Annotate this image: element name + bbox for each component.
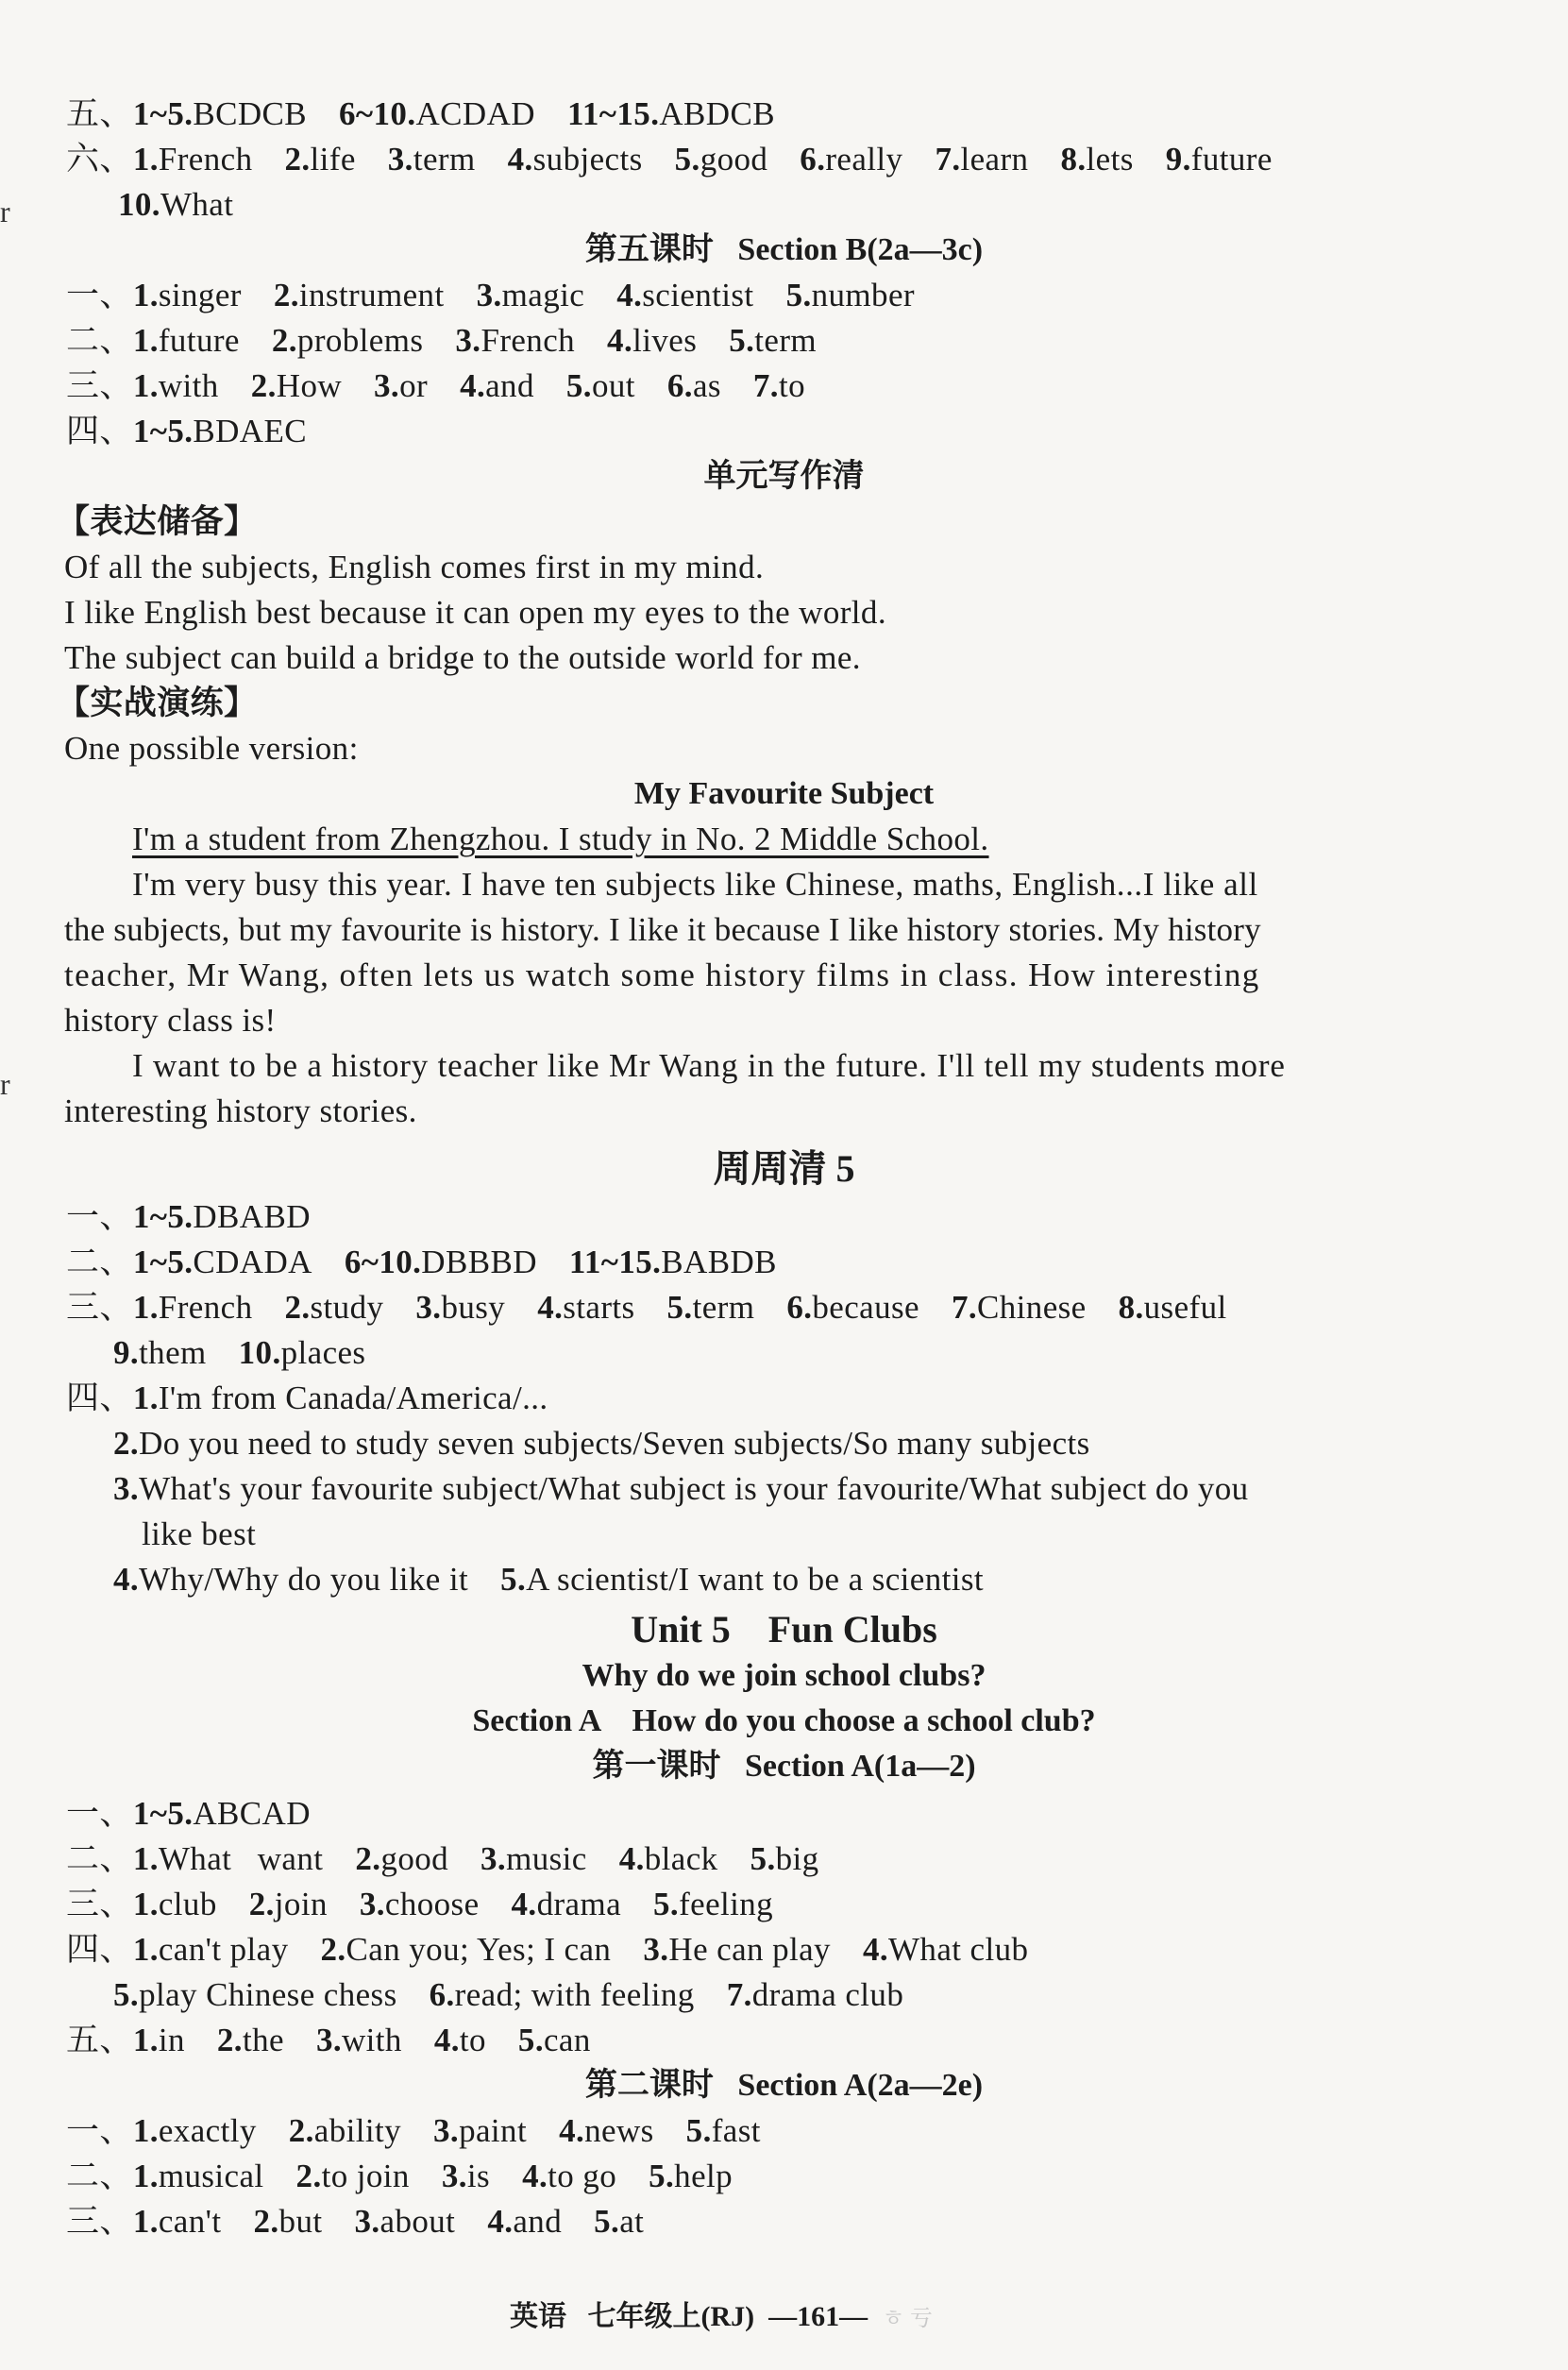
answer-text: is <box>466 2158 491 2194</box>
answer-text: because <box>812 1289 919 1326</box>
answer-line <box>113 1467 1249 1511</box>
answer-number: 11~15. <box>566 95 660 132</box>
answer-number: 3. <box>113 1470 140 1507</box>
answer-text: French <box>481 322 576 359</box>
answer-text: and <box>485 367 534 404</box>
answer-text: exactly <box>158 2112 257 2149</box>
answer-text: Can you; Yes; I can <box>346 1931 612 1968</box>
answer-number: 5. <box>729 322 755 359</box>
answer-text: play Chinese chess <box>139 1976 397 2013</box>
answer-number: 9. <box>113 1334 140 1371</box>
answer-number: 1~5. <box>132 413 194 449</box>
answer-text: future <box>1190 141 1273 178</box>
answer-number: 3. <box>354 2203 380 2240</box>
answer-text: can <box>543 2022 591 2058</box>
weekly-heading: 周周清 5 <box>713 1147 855 1190</box>
essay-line: history class is! <box>64 1002 277 1039</box>
section-title: Section A How do you choose a school club? <box>472 1703 1096 1738</box>
margin-mark: r <box>0 195 10 229</box>
answer-text: paint <box>459 2112 528 2149</box>
answer-text: drama club <box>751 1976 904 2013</box>
answer-text: term <box>413 141 476 178</box>
answer-text: CDADA <box>193 1244 312 1280</box>
express-sentence: The subject can build a bridge to the outside world for me. <box>64 639 861 676</box>
answer-number: 5. <box>594 2203 620 2240</box>
answer-text: French <box>158 141 253 178</box>
answer-number: 4. <box>862 1931 888 1968</box>
answer-text: club <box>158 1886 217 1922</box>
question-section-label: 一、 <box>66 2112 133 2149</box>
answer-number: 1. <box>132 1886 159 1922</box>
answer-text: DBABD <box>193 1198 311 1235</box>
answer-number: 4. <box>511 1886 537 1922</box>
answer-line <box>113 1558 984 1601</box>
answer-text: ABCAD <box>193 1795 311 1832</box>
version-label: One possible version: <box>64 730 359 767</box>
answer-text: learn <box>960 141 1029 178</box>
answer-number: 8. <box>1060 141 1087 178</box>
answer-line <box>66 1792 311 1836</box>
answer-number: 5. <box>517 2022 544 2058</box>
question-section-label: 三、 <box>66 1886 133 1922</box>
answer-number: 1. <box>132 1931 159 1968</box>
answer-number: 4. <box>522 2158 548 2194</box>
answer-number: 7. <box>951 1289 978 1326</box>
page-number: —161— <box>768 2301 868 2332</box>
answer-text: term <box>692 1289 755 1326</box>
answer-number: 1. <box>132 1840 159 1877</box>
answer-number: 4. <box>559 2112 585 2149</box>
answer-text: really <box>825 141 903 178</box>
answer-text: French <box>158 1289 253 1326</box>
answer-line <box>66 2155 733 2198</box>
essay-line: teacher, Mr Wang, often lets us watch some history films in class. How interesting <box>64 956 1260 993</box>
answer-number: 5. <box>666 1289 693 1326</box>
answer-text: BABDB <box>661 1244 777 1280</box>
answer-number: 9. <box>1165 141 1191 178</box>
answer-text: them <box>139 1334 207 1371</box>
answer-text: DBBBD <box>421 1244 537 1280</box>
footer-subject: 英语 <box>510 2301 566 2332</box>
answer-number: 1. <box>132 2158 159 2194</box>
answer-text: about <box>379 2203 456 2240</box>
answer-text: useful <box>1143 1289 1227 1326</box>
answer-number: 1. <box>132 1380 159 1416</box>
question-section-label: 四、 <box>66 1931 133 1968</box>
answer-line <box>66 2019 591 2062</box>
answer-text: What's your favourite subject/What subject is your favourite/What subject do you <box>139 1470 1249 1507</box>
answer-text: out <box>591 367 635 404</box>
answer-text: What <box>160 186 234 223</box>
answer-text: A scientist/I want to be a scientist <box>526 1561 985 1598</box>
answer-text: BDAEC <box>193 413 307 449</box>
question-section-label: 一、 <box>66 277 133 313</box>
answer-text: musical <box>158 2158 264 2194</box>
answer-text: Why/Why do you like it <box>139 1561 469 1598</box>
answer-text: drama <box>536 1886 622 1922</box>
answer-line <box>66 138 1273 181</box>
answer-number: 1. <box>132 367 159 404</box>
question-section-label: 六、 <box>66 141 133 178</box>
answer-number: 7. <box>726 1976 752 2013</box>
answer-text: I'm from Canada/America/... <box>158 1380 548 1416</box>
answer-line <box>66 2109 761 2153</box>
answer-text: feeling <box>679 1886 774 1922</box>
answer-text: news <box>584 2112 654 2149</box>
answer-number: 4. <box>618 1840 645 1877</box>
essay-line: interesting history stories. <box>64 1092 417 1129</box>
answer-number: 3. <box>455 322 481 359</box>
answer-number: 1. <box>132 2203 159 2240</box>
answer-text: as <box>692 367 721 404</box>
answer-number: 1. <box>132 1289 159 1326</box>
answer-number: 2. <box>113 1425 140 1462</box>
answer-line <box>66 410 307 453</box>
answer-text: singer <box>158 277 242 313</box>
answer-text: good <box>700 141 768 178</box>
answer-text: choose <box>384 1886 480 1922</box>
essay-title: My Favourite Subject <box>633 776 935 811</box>
answer-number: 7. <box>935 141 961 178</box>
answer-number: 3. <box>315 2022 342 2058</box>
answer-text: or <box>399 367 429 404</box>
answer-text: study <box>310 1289 384 1326</box>
answer-number: 2. <box>284 141 311 178</box>
answer-line: like best <box>142 1515 257 1552</box>
answer-number: 5. <box>685 2112 712 2149</box>
unit-title: Unit 5 Fun Clubs <box>631 1608 937 1651</box>
express-sentence: Of all the subjects, English comes first in my mind. <box>64 549 765 585</box>
lesson-heading: 第一课时 Section A(1a—2) <box>592 1749 976 1784</box>
answer-text: Do you need to study seven subjects/Seven subjects/So many subjects <box>139 1425 1090 1462</box>
answer-number: 6. <box>429 1976 455 2013</box>
answer-line <box>66 1377 548 1420</box>
answer-number: 3. <box>481 1840 507 1877</box>
answer-text: the <box>242 2022 284 2058</box>
practice-label: 【实战演练】 <box>57 685 258 721</box>
answer-text: but <box>278 2203 323 2240</box>
answer-number: 2. <box>295 2158 322 2194</box>
answer-line <box>118 183 233 227</box>
answer-text: BCDCB <box>193 95 308 132</box>
answer-text: ABDCB <box>659 95 775 132</box>
question-section-label: 二、 <box>66 1244 133 1280</box>
answer-text: How <box>276 367 343 404</box>
answer-text: help <box>674 2158 733 2194</box>
answer-number: 4. <box>433 2022 460 2058</box>
answer-number: 3. <box>387 141 413 178</box>
answer-text: lives <box>632 322 698 359</box>
answer-number: 4. <box>537 1289 564 1326</box>
answer-text: What club <box>888 1931 1029 1968</box>
answer-number: 1~5. <box>132 1244 194 1280</box>
writing-heading: 单元写作清 <box>703 459 865 494</box>
answer-number: 10. <box>238 1334 281 1371</box>
answer-line <box>66 93 775 136</box>
answer-text: to <box>459 2022 486 2058</box>
answer-number: 3. <box>415 1289 442 1326</box>
answer-line <box>66 1883 773 1926</box>
answer-line <box>66 1241 777 1284</box>
answer-text: big <box>775 1840 819 1877</box>
answer-number: 3. <box>374 367 400 404</box>
question-section-label: 三、 <box>66 1289 133 1326</box>
answer-line <box>66 364 805 408</box>
answer-number: 4. <box>460 367 486 404</box>
answer-number: 2. <box>250 367 277 404</box>
answer-number: 1~5. <box>132 1795 194 1832</box>
answer-text: He can play <box>668 1931 831 1968</box>
answer-line <box>66 2200 644 2243</box>
unit-question: Why do we join school clubs? <box>582 1658 986 1693</box>
answer-text: can't play <box>158 1931 289 1968</box>
answer-number: 6. <box>786 1289 813 1326</box>
answer-number: 2. <box>273 277 299 313</box>
answer-number: 2. <box>355 1840 381 1877</box>
answer-text: number <box>811 277 915 313</box>
answer-line <box>66 1195 311 1239</box>
express-sentence: I like English best because it can open my eyes to the world. <box>64 594 886 631</box>
answer-number: 3. <box>433 2112 460 2149</box>
answer-number: 4. <box>487 2203 514 2240</box>
lesson-heading: 第五课时 Section B(2a—3c) <box>584 232 984 267</box>
answer-line <box>66 319 817 363</box>
answer-number: 5. <box>113 1976 140 2013</box>
answer-number: 7. <box>752 367 779 404</box>
answer-text: and <box>513 2203 563 2240</box>
question-section-label: 二、 <box>66 2158 133 2194</box>
question-section-label: 三、 <box>66 2203 133 2240</box>
answer-line <box>113 1422 1090 1465</box>
answer-number: 5. <box>653 1886 680 1922</box>
answer-number: 5. <box>750 1840 776 1877</box>
answer-line <box>113 1973 903 2017</box>
answer-number: 5. <box>565 367 592 404</box>
question-section-label: 三、 <box>66 367 133 404</box>
answer-text: join <box>274 1886 328 1922</box>
answer-text: Chinese <box>977 1289 1087 1326</box>
answer-text: to <box>778 367 805 404</box>
answer-text: life <box>310 141 356 178</box>
answer-text: can't <box>158 2203 222 2240</box>
answer-number: 3. <box>359 1886 385 1922</box>
answer-text: places <box>280 1334 366 1371</box>
answer-number: 1~5. <box>132 1198 194 1235</box>
page-footer <box>510 2293 933 2334</box>
answer-text: magic <box>501 277 585 313</box>
answer-number: 6~10. <box>339 95 416 132</box>
answer-line <box>66 274 915 317</box>
answer-number: 2. <box>271 322 297 359</box>
answer-text: fast <box>711 2112 761 2149</box>
answer-number: 5. <box>785 277 812 313</box>
answer-text: in <box>158 2022 185 2058</box>
question-section-label: 五、 <box>66 95 133 132</box>
answer-number: 6. <box>800 141 826 178</box>
answer-number: 1. <box>132 141 159 178</box>
answer-text: ACDAD <box>415 95 535 132</box>
answer-line <box>66 1928 1028 1972</box>
answer-text: subjects <box>532 141 643 178</box>
answer-text: starts <box>563 1289 635 1326</box>
footer-grade: 七年级上(RJ) <box>587 2301 755 2332</box>
answer-text: future <box>158 322 240 359</box>
answer-text: lets <box>1086 141 1134 178</box>
answer-number: 2. <box>284 1289 311 1326</box>
answer-number: 3. <box>643 1931 669 1968</box>
answer-line <box>66 1286 1227 1329</box>
question-section-label: 四、 <box>66 1380 133 1416</box>
answer-number: 2. <box>248 1886 275 1922</box>
answer-number: 3. <box>476 277 502 313</box>
answer-number: 2. <box>253 2203 279 2240</box>
answer-text: with <box>342 2022 402 2058</box>
answer-text: problems <box>296 322 424 359</box>
answer-number: 5. <box>674 141 700 178</box>
question-section-label: 二、 <box>66 1840 133 1877</box>
answer-number: 3. <box>441 2158 467 2194</box>
answer-number: 2. <box>216 2022 243 2058</box>
answer-number: 4. <box>507 141 533 178</box>
answer-text: What want <box>158 1840 324 1877</box>
essay-line: I'm very busy this year. I have ten subjects like Chinese, maths, English...I like all <box>132 866 1258 903</box>
answer-number: 4. <box>113 1561 140 1598</box>
answer-text: to go <box>548 2158 617 2194</box>
answer-number: 1. <box>132 322 159 359</box>
answer-number: 1. <box>132 2022 159 2058</box>
answer-number: 10. <box>118 186 160 223</box>
essay-paragraph: I'm a student from Zhengzhou. I study in No. 2 Middle School. <box>132 821 989 857</box>
answer-text: good <box>380 1840 449 1877</box>
answer-number: 2. <box>320 1931 346 1968</box>
question-section-label: 一、 <box>66 1198 133 1235</box>
question-section-label: 二、 <box>66 322 133 359</box>
answer-text: ability <box>313 2112 402 2149</box>
question-section-label: 五、 <box>66 2022 133 2058</box>
answer-number: 6~10. <box>344 1244 422 1280</box>
answer-text: black <box>644 1840 718 1877</box>
answer-number: 8. <box>1118 1289 1144 1326</box>
answer-text: term <box>754 322 818 359</box>
answer-text: with <box>158 367 219 404</box>
answer-number: 4. <box>607 322 633 359</box>
answer-number: 2. <box>288 2112 314 2149</box>
answer-number: 1~5. <box>132 95 194 132</box>
answer-text: read; with feeling <box>454 1976 695 2013</box>
answer-line <box>66 1837 819 1881</box>
answer-number: 1. <box>132 2112 159 2149</box>
answer-number: 11~15. <box>568 1244 662 1280</box>
question-section-label: 四、 <box>66 413 133 449</box>
answer-text: music <box>506 1840 587 1877</box>
answer-line <box>113 1331 365 1375</box>
question-section-label: 一、 <box>66 1795 133 1832</box>
answer-number: 1. <box>132 277 159 313</box>
answer-number: 4. <box>616 277 643 313</box>
express-label: 【表达储备】 <box>57 503 258 540</box>
answer-text: scientist <box>642 277 754 313</box>
answer-number: 5. <box>649 2158 675 2194</box>
answer-text: instrument <box>298 277 445 313</box>
answer-number: 5. <box>500 1561 527 1598</box>
essay-line: the subjects, but my favourite is history. I like it because I like history stories. My history <box>64 911 1261 948</box>
answer-text: at <box>619 2203 645 2240</box>
lesson-heading: 第二课时 Section A(2a—2e) <box>584 2068 984 2103</box>
essay-line: I want to be a history teacher like Mr Wang in the future. I'll tell my students more <box>132 1047 1286 1084</box>
answer-text: to join <box>321 2158 410 2194</box>
answer-text: busy <box>441 1289 506 1326</box>
footer-watermark: ㅎ 亏 <box>882 2307 933 2331</box>
answer-number: 6. <box>666 367 693 404</box>
margin-mark: r <box>0 1067 10 1101</box>
